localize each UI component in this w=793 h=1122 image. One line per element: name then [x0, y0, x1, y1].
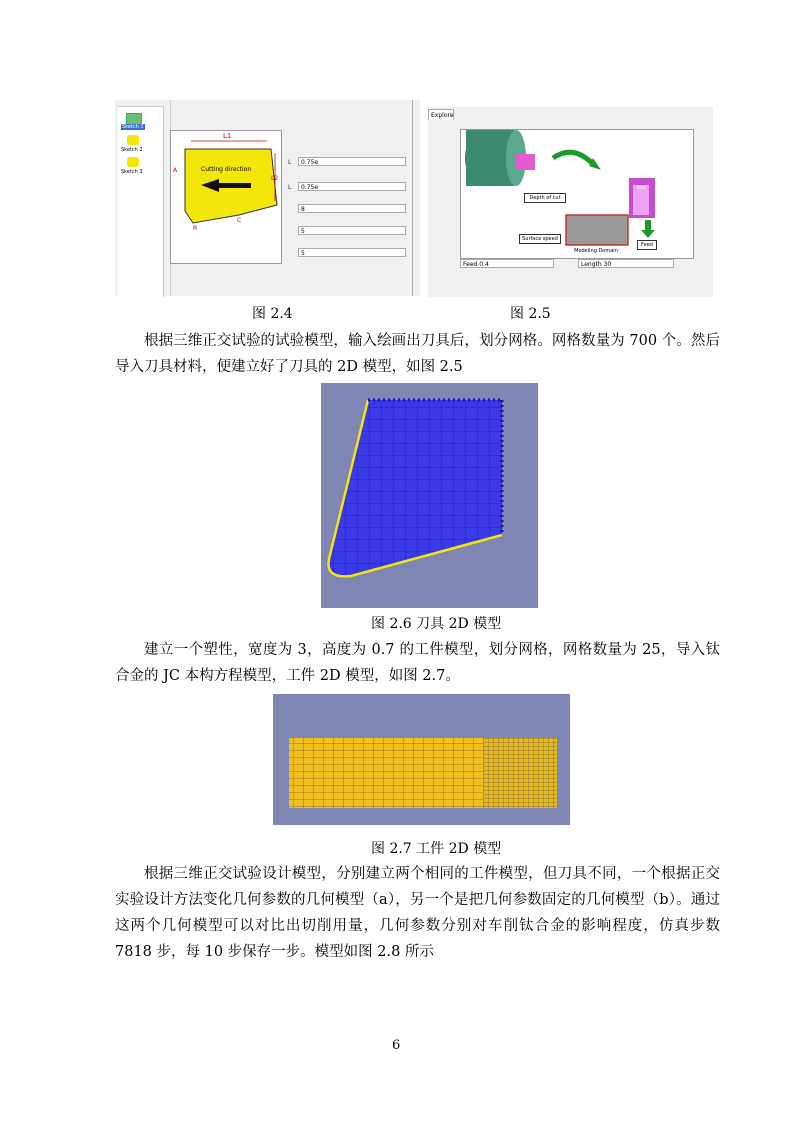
flow-arrow-curved	[553, 152, 593, 164]
tool-sketch-panel	[170, 130, 282, 264]
figure-2-6	[321, 383, 538, 608]
param-field-2[interactable]: 0.75e	[298, 182, 406, 191]
param-field-4[interactable]: 5	[298, 226, 406, 235]
cutting-insert	[515, 154, 535, 170]
caption-fig-2-7: 图 2.7 工件 2D 模型	[371, 841, 502, 857]
label-modeling-domain: Modeling Domain	[574, 248, 618, 254]
dim-r-label: R	[193, 225, 198, 232]
workpiece-fine-mesh	[483, 738, 557, 808]
paragraph-3-text: 根据三维正交试验设计模型，分别建立两个相同的工件模型，但刀具不同，一个根据正交实验设计方法变化几何参数的几何模型（a），另一个是把几何参数固定的几何模型（b）。通过这两个几何模型可以对比出切削用量，几何参数分别对车削钛合金的影响程度，仿真步数 7818 步，每 10 步保存一步。模型如图 2.8 所示	[115, 866, 720, 960]
sketch-label-2[interactable]: Sketch 2	[121, 147, 143, 153]
sketch-label-1[interactable]: Sketch 1	[122, 124, 144, 130]
caption-fig-2-4: 图 2.4	[252, 306, 293, 322]
tool-mesh-image	[321, 383, 538, 608]
pane-divider	[412, 100, 413, 296]
field-label-1: L	[288, 159, 292, 166]
label-surface-speed: Surface speed	[519, 234, 561, 244]
setup-canvas	[460, 129, 694, 259]
dim-a-label: A	[173, 167, 178, 174]
sketch-sidebar	[118, 106, 164, 297]
param-field-3[interactable]: 8	[298, 204, 406, 213]
dim-l1-label: L1	[223, 132, 232, 140]
sketch-thumb-2[interactable]	[127, 135, 139, 145]
dim-l2-label: L2	[271, 175, 279, 182]
field-label-2: L	[288, 184, 292, 191]
modeling-block	[566, 215, 628, 245]
caption-fig-2-5: 图 2.5	[510, 306, 551, 322]
tool-sketch	[171, 131, 281, 263]
caption-fig-2-6: 图 2.6 刀具 2D 模型	[371, 616, 502, 632]
tab-explore[interactable]: Explore	[428, 109, 454, 120]
param-field-5[interactable]: 5	[298, 248, 406, 257]
dim-c-label: C	[237, 217, 242, 224]
paragraph-1-text: 根据三维正交试验的试验模型，输入绘画出刀具后，划分网格。网格数量为 700 个。然后导入刀具材料，便建立好了刀具的 2D 模型，如图 2.5	[115, 333, 720, 375]
paragraph-1	[115, 328, 720, 380]
workpiece-mesh-image	[273, 694, 570, 825]
sketch-label-3[interactable]: Sketch 3	[121, 169, 143, 175]
figure-2-7	[273, 694, 570, 825]
paragraph-2-text: 建立一个塑性，宽度为 3，高度为 0.7 的工件模型，划分网格，网格数量为 25，导入钛合金的 JC 本构方程模型，工件 2D 模型，如图 2.7。	[115, 642, 720, 684]
param-field-1[interactable]: 0.75e	[298, 157, 406, 166]
paragraph-2	[115, 637, 720, 689]
tool-mesh	[328, 400, 502, 576]
turning-setup-drawing	[461, 130, 693, 258]
label-feed: Feed	[637, 240, 657, 250]
paragraph-3	[115, 861, 720, 965]
label-tool: Tool	[636, 185, 646, 191]
label-depth-of-cut: Depth of cut	[524, 193, 566, 203]
sketch-thumb-3[interactable]	[127, 157, 139, 167]
cutting-direction-label: Cutting direction	[201, 166, 252, 173]
feed-input[interactable]: Feed 0.4	[460, 259, 554, 268]
page-number: 6	[392, 1038, 401, 1053]
figure-2-5	[428, 107, 713, 297]
feed-arrow	[641, 220, 655, 238]
length-input[interactable]: Length 30	[578, 259, 674, 268]
figure-2-4	[115, 100, 420, 296]
